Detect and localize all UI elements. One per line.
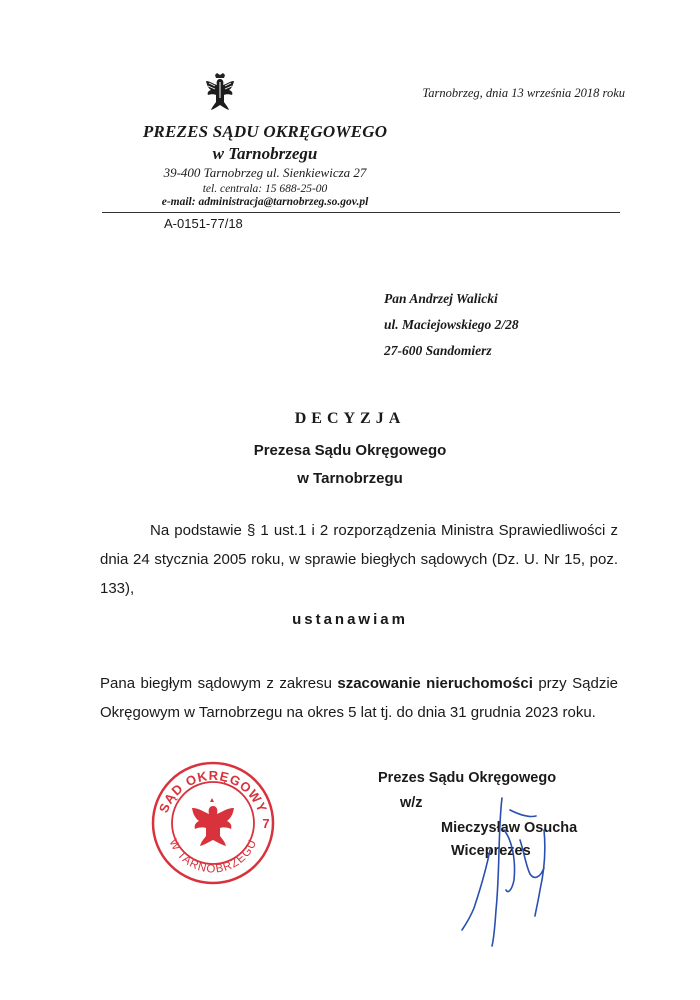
appointment-text-start: Pana biegłym sądowym z zakresu xyxy=(100,675,338,692)
signatory-name: Mieczysław Osucha xyxy=(441,820,578,836)
svg-text:W TARNOBRZEGU xyxy=(166,837,259,875)
legal-basis-paragraph: Na podstawie § 1 ust.1 i 2 rozporządzenia Ministra Sprawiedliwości z dnia 24 stycznia 2005 roku, w sprawie biegłych sądowych (Dz. U. Nr 15, poz. 133), xyxy=(100,522,618,597)
appointment-text-end: przy Sądzie Okręgowym w Tarnobrzegu na okres 5 lat tj. do dnia 31 grudnia 2023 roku. xyxy=(100,675,618,721)
reference-number: A-0151-77/18 xyxy=(164,216,243,231)
decision-subtitle-1: Prezesa Sądu Okręgowego xyxy=(253,442,447,459)
signatory-role: Wiceprezes xyxy=(451,843,531,859)
document-date: Tarnobrzeg, dnia 13 września 2018 roku xyxy=(422,86,625,100)
decision-subtitle-2: w Tarnobrzegu xyxy=(297,470,403,487)
signatory-title: Prezes Sądu Okręgowego xyxy=(378,770,557,786)
stamp-bottom-text: W TARNOBRZEGU xyxy=(166,837,260,876)
letterhead-email: e-mail: administracja@tarnobrzeg.so.gov.pl xyxy=(161,196,369,208)
letterhead xyxy=(100,122,430,208)
handwritten-signature xyxy=(440,790,580,950)
signatory-wz: w/z xyxy=(400,795,423,811)
recipient-street: ul. Maciejowskiego 2/28 xyxy=(384,317,519,332)
letterhead-address: 39-400 Tarnobrzeg ul. Sienkiewicza 27 xyxy=(163,165,367,180)
recipient-city: 27-600 Sandomierz xyxy=(384,343,492,358)
stamp-number: 7 xyxy=(262,816,270,831)
stamp-eagle-icon xyxy=(192,798,234,846)
recipient-address xyxy=(384,286,519,364)
eagle-emblem-icon xyxy=(203,72,237,114)
decision-title: DECYZJA xyxy=(294,410,406,427)
ustanawiam-heading: ustanawiam xyxy=(292,611,408,628)
stamp-top-text: SĄD OKRĘGOWY xyxy=(155,767,271,815)
header-divider xyxy=(102,212,620,213)
letterhead-phone: tel. centrala: 15 688-25-00 xyxy=(202,183,328,195)
letterhead-city: w Tarnobrzegu xyxy=(212,144,318,163)
court-stamp xyxy=(148,758,278,888)
appointment-paragraph xyxy=(100,669,618,727)
appointment-specialty: szacowanie nieruchomości xyxy=(337,675,533,692)
letterhead-title: PREZES SĄDU OKRĘGOWEGO xyxy=(142,122,388,141)
recipient-name: Pan Andrzej Walicki xyxy=(384,291,498,306)
